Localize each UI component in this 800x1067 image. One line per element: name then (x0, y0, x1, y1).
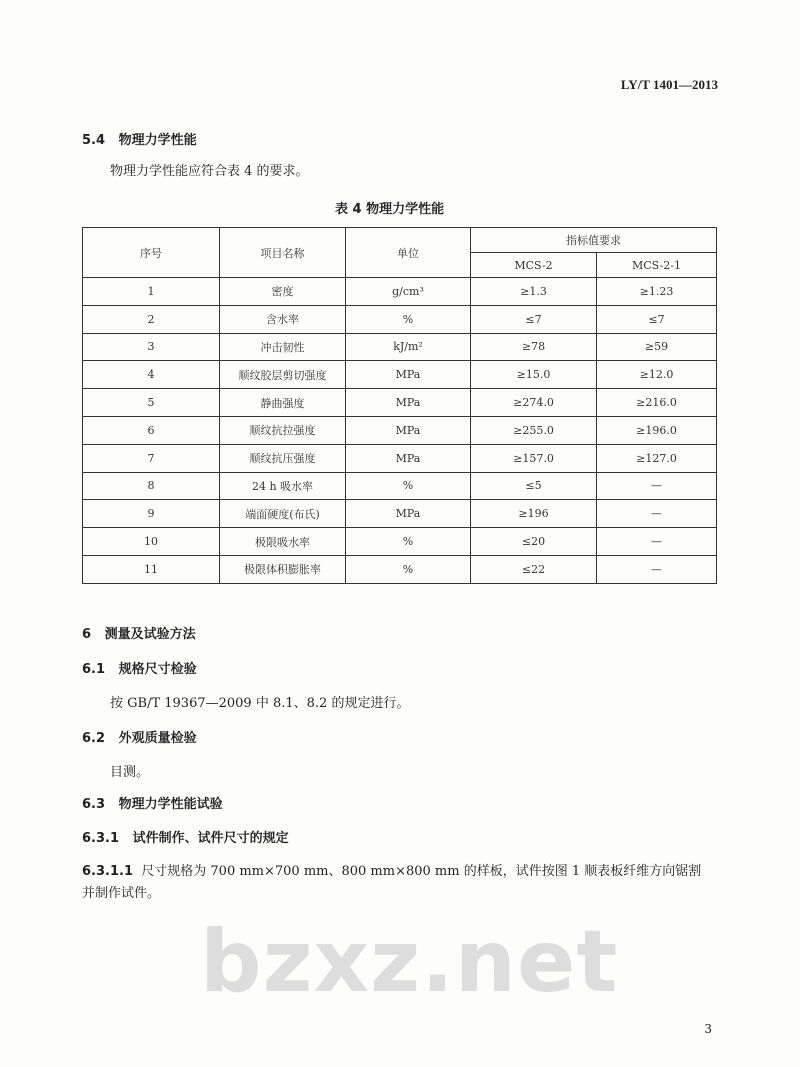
cell-no: 7 (83, 444, 220, 472)
table-row (83, 500, 717, 528)
cell-name: 密度 (220, 278, 346, 306)
section-number: 6.3.1 (82, 831, 120, 846)
table-row (83, 472, 717, 500)
section-6-3-1-1-line1 (82, 860, 701, 879)
cell-no: 6 (83, 416, 220, 444)
table-header-row (83, 228, 717, 253)
cell-name: 极限吸水率 (220, 528, 346, 556)
cell-no: 11 (83, 555, 220, 583)
section-title: 外观质量检验 (118, 731, 197, 746)
section-number: 5.4 (82, 133, 106, 148)
section-text: 尺寸规格为 700 mm×700 mm、800 mm×800 mm 的样板，试件按图 1 顺表板纤维方向锯割 (141, 864, 702, 879)
cell-unit: g/cm³ (346, 278, 471, 306)
cell-mcs-2: ≥196 (471, 500, 597, 528)
cell-unit: kJ/m² (346, 333, 471, 361)
table-row (83, 444, 717, 472)
section-6-1-heading (82, 658, 197, 677)
cell-unit: MPa (346, 416, 471, 444)
cell-mcs-2: ≥255.0 (471, 416, 597, 444)
standard-code: LY/T 1401—2013 (620, 77, 718, 92)
section-number: 6.3.1.1 (82, 864, 133, 879)
section-title: 试件制作、试件尺寸的规定 (132, 831, 289, 846)
section-number: 6.1 (82, 662, 106, 677)
section-5-4-text: 物理力学性能应符合表 4 的要求。 (110, 164, 309, 179)
section-6-heading (82, 623, 196, 642)
cell-mcs-2: ≥1.3 (471, 278, 597, 306)
section-6-2-heading (82, 727, 197, 746)
cell-unit: MPa (346, 389, 471, 417)
cell-mcs-2-1: ≤7 (597, 305, 717, 333)
table-row (83, 361, 717, 389)
header-no: 序号 (83, 228, 220, 278)
table-row (83, 389, 717, 417)
section-number: 6.3 (82, 797, 106, 812)
cell-unit: % (346, 305, 471, 333)
cell-mcs-2-1: — (597, 500, 717, 528)
cell-name: 端面硬度(布氏) (220, 500, 346, 528)
table-row (83, 416, 717, 444)
cell-mcs-2-1: ≥196.0 (597, 416, 717, 444)
cell-unit: MPa (346, 500, 471, 528)
cell-mcs-2: ≤7 (471, 305, 597, 333)
cell-unit: MPa (346, 361, 471, 389)
cell-no: 1 (83, 278, 220, 306)
cell-mcs-2: ≥274.0 (471, 389, 597, 417)
header-mcs-2-1: MCS-2-1 (597, 253, 717, 278)
section-title: 规格尺寸检验 (118, 662, 197, 677)
cell-mcs-2: ≤22 (471, 555, 597, 583)
table-row (83, 305, 717, 333)
cell-name: 顺纹抗拉强度 (220, 416, 346, 444)
table-row (83, 528, 717, 556)
cell-mcs-2-1: ≥12.0 (597, 361, 717, 389)
table-caption: 表 4 物理力学性能 (335, 202, 445, 217)
header-unit: 单位 (346, 228, 471, 278)
cell-unit: % (346, 555, 471, 583)
section-title: 物理力学性能试验 (118, 797, 223, 812)
section-6-3-1-heading (82, 827, 289, 846)
cell-no: 2 (83, 305, 220, 333)
cell-no: 8 (83, 472, 220, 500)
section-number: 6 (82, 627, 92, 642)
cell-name: 24 h 吸水率 (220, 472, 346, 500)
header-requirement: 指标值要求 (471, 228, 717, 253)
cell-name: 顺纹抗压强度 (220, 444, 346, 472)
cell-name: 静曲强度 (220, 389, 346, 417)
cell-mcs-2-1: ≥59 (597, 333, 717, 361)
section-6-1-text: 按 GB/T 19367—2009 中 8.1、8.2 的规定进行。 (110, 696, 410, 711)
header-mcs-2: MCS-2 (471, 253, 597, 278)
section-title: 物理力学性能 (118, 133, 197, 148)
cell-mcs-2: ≥15.0 (471, 361, 597, 389)
table-row (83, 555, 717, 583)
section-6-2-text: 目测。 (110, 765, 150, 780)
watermark: bzxz.net (200, 912, 619, 1012)
cell-mcs-2-1: ≥1.23 (597, 278, 717, 306)
cell-name: 极限体积膨胀率 (220, 555, 346, 583)
cell-mcs-2: ≥157.0 (471, 444, 597, 472)
table-row (83, 278, 717, 306)
cell-mcs-2-1: ≥127.0 (597, 444, 717, 472)
cell-unit: % (346, 472, 471, 500)
cell-mcs-2: ≤20 (471, 528, 597, 556)
cell-no: 10 (83, 528, 220, 556)
cell-mcs-2-1: — (597, 472, 717, 500)
cell-mcs-2-1: — (597, 555, 717, 583)
cell-mcs-2-1: — (597, 528, 717, 556)
cell-no: 3 (83, 333, 220, 361)
cell-unit: % (346, 528, 471, 556)
header-name: 项目名称 (220, 228, 346, 278)
cell-unit: MPa (346, 444, 471, 472)
cell-no: 5 (83, 389, 220, 417)
page-number: 3 (704, 1022, 712, 1036)
section-6-3-heading (82, 793, 223, 812)
cell-name: 含水率 (220, 305, 346, 333)
table-row (83, 333, 717, 361)
section-number: 6.2 (82, 731, 106, 746)
section-5-4-heading (82, 129, 197, 148)
cell-mcs-2-1: ≥216.0 (597, 389, 717, 417)
cell-mcs-2: ≤5 (471, 472, 597, 500)
section-6-3-1-1-line2: 并制作试件。 (82, 886, 161, 901)
cell-no: 4 (83, 361, 220, 389)
cell-name: 顺纹胶层剪切强度 (220, 361, 346, 389)
cell-name: 冲击韧性 (220, 333, 346, 361)
cell-no: 9 (83, 500, 220, 528)
section-title: 测量及试验方法 (104, 627, 196, 642)
cell-mcs-2: ≥78 (471, 333, 597, 361)
properties-table (82, 227, 717, 584)
